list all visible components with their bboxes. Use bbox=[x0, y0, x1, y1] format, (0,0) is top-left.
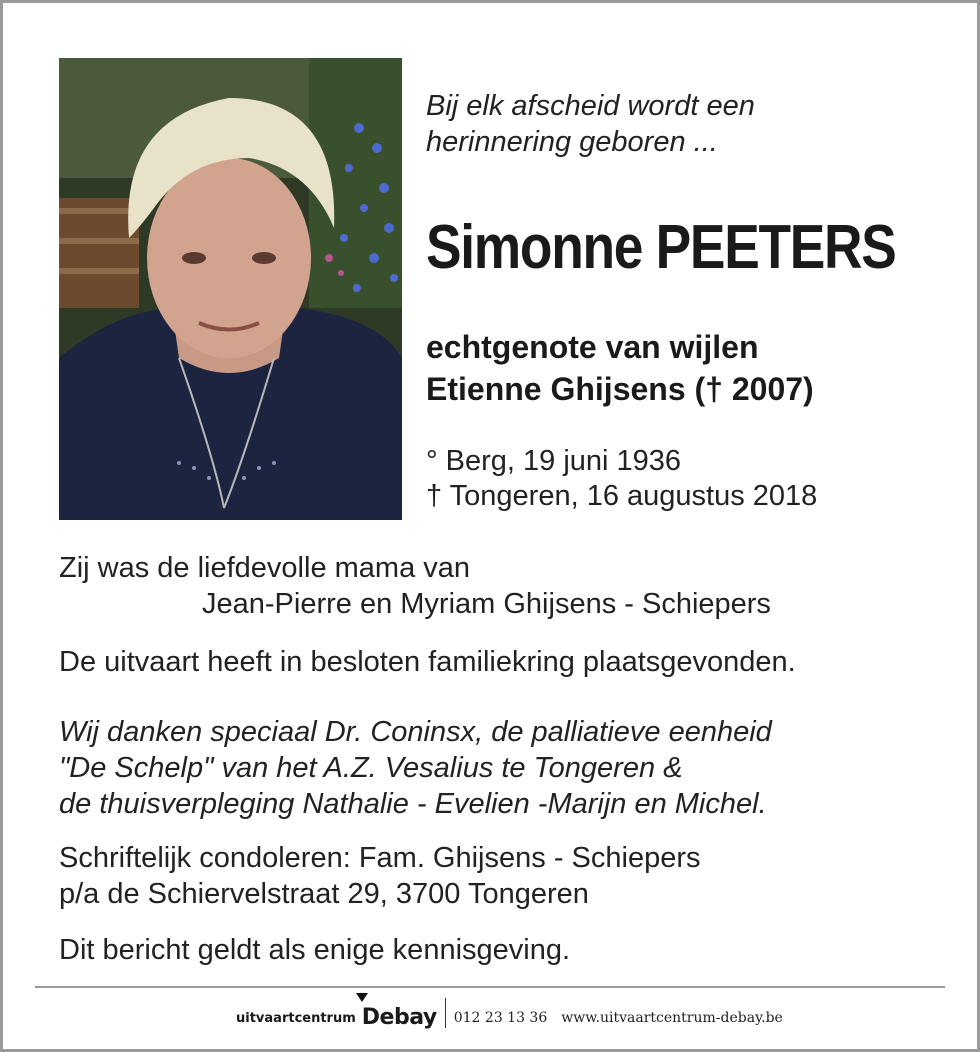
thanks-line-1: Wij danken speciaal Dr. Coninsx, de palliatieve eenheid bbox=[59, 716, 772, 748]
life-dates bbox=[426, 444, 817, 514]
brand-prefix: uitvaartcentrum bbox=[236, 1011, 356, 1026]
children-line-2: Jean-Pierre en Myriam Ghijsens - Schiepers bbox=[202, 588, 771, 620]
death-date: † Tongeren, 16 augustus 2018 bbox=[426, 480, 818, 512]
motto-line-2: herinnering geboren ... bbox=[426, 126, 718, 158]
footer-divider bbox=[35, 986, 945, 988]
spouse-line-1: echtgenote van wijlen bbox=[426, 329, 759, 365]
footer bbox=[236, 990, 783, 1030]
brand-triangle-icon bbox=[356, 993, 368, 1002]
motto bbox=[426, 88, 946, 160]
deceased-name: Simonne PEETERS bbox=[426, 213, 896, 282]
phone-number: 012 23 13 36 bbox=[453, 1010, 548, 1026]
portrait-photo bbox=[59, 58, 402, 520]
spouse-info bbox=[426, 326, 814, 410]
children-paragraph bbox=[59, 550, 771, 622]
condolences-paragraph bbox=[59, 840, 700, 912]
children-line-1: Zij was de liefdevolle mama van bbox=[59, 552, 471, 584]
portrait-illustration bbox=[59, 58, 402, 520]
funeral-note-line: De uitvaart heeft in besloten familiekring plaatsgevonden. bbox=[59, 646, 796, 678]
spouse-line-2: Etienne Ghijsens († 2007) bbox=[426, 371, 814, 407]
thanks-line-2: "De Schelp" van het A.Z. Vesalius te Tongeren & bbox=[59, 752, 683, 784]
motto-line-1: Bij elk afscheid wordt een bbox=[426, 90, 755, 122]
thanks-line-3: de thuisverpleging Nathalie - Evelien -Marijn en Michel. bbox=[59, 788, 767, 820]
condolences-line-2: p/a de Schiervelstraat 29, 3700 Tongeren bbox=[59, 878, 589, 910]
thanks-paragraph bbox=[59, 714, 772, 822]
website-link[interactable]: www.uitvaartcentrum-debay.be bbox=[561, 1010, 783, 1026]
footer-separator bbox=[445, 998, 446, 1028]
brand-name: Debay bbox=[361, 1005, 437, 1030]
brand-logo bbox=[362, 1005, 437, 1030]
official-notice-line: Dit bericht geldt als enige kennisgeving. bbox=[59, 934, 571, 966]
official-notice bbox=[59, 932, 570, 968]
condolences-line-1: Schriftelijk condoleren: Fam. Ghijsens - Schiepers bbox=[59, 842, 701, 874]
birth-date: ° Berg, 19 juni 1936 bbox=[426, 445, 682, 477]
funeral-note bbox=[59, 644, 796, 680]
